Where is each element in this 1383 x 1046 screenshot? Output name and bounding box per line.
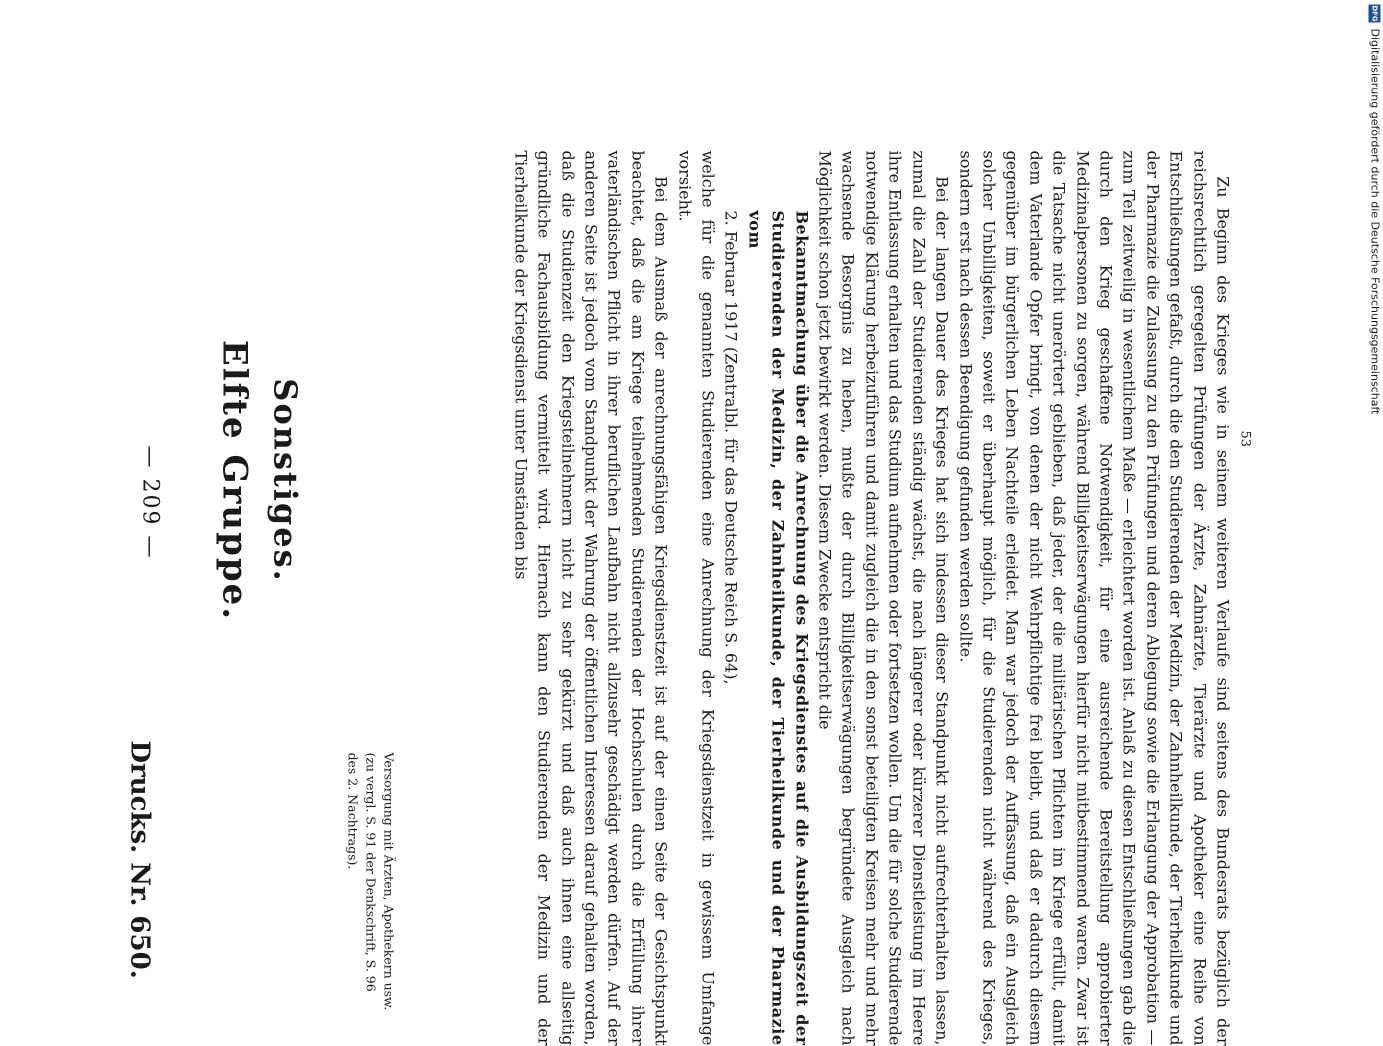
scanned-page bbox=[0, 1, 1383, 1046]
margin-note: Versorgung mit Ärzten, Apothekern usw. (zu vergl. S. 91 der Denkschrift, S. 96 des 2. Nachtrags). bbox=[345, 752, 397, 1011]
announcement-heading: Bekanntmachung über die Anrechnung des Kriegsdienstes auf die Ausbildungszeit der Studierenden der Medizin, der Zahnheilkunde, der Tierheilkunde und der Pharmazie vom bbox=[745, 210, 812, 1046]
digitization-note bbox=[1367, 1, 1383, 1005]
paragraph-3: welche für die genannten Studierenden eine Anrechnung der Kriegsdienstzeit in gewissem Umfange vorsieht. bbox=[675, 150, 718, 1046]
dfg-logo: DFG bbox=[1370, 5, 1379, 22]
paragraph-4: Bei dem Ausmaß der anrechnungsfähigen Kriegsdienstzeit ist auf der einen Seite der Gesichtspunkt beachtet, daß die am Kriege teilnehmenden Studierenden der Hochschulen durch die Erfüllung ihrer vaterländischen Pflicht in ihrer beruflichen Laufbahn nicht allzusehr geschädigt werden dürfen. Auf der anderen Seite ist jedoch vom Standpunkt der Wahrung der öffentlichen Interessen darauf gehalten worden, daß die Studienzeit den Kriegsteilnehmern nicht zu sehr gekürzt und daß auch ihnen eine allseitig gründliche Fachausbildung vermittelt wird. Hiernach kann den Studierenden der Medizin und der Tierheilkunde der Kriegsdienst unter Umständen bis bbox=[511, 150, 671, 1046]
announcement-date: 2. Februar 1917 (Zentralbl. für das Deutsche Reich S. 64), bbox=[721, 210, 741, 685]
body-text bbox=[343, 151, 1235, 1046]
footer-page-mark: 53 bbox=[1237, 430, 1253, 448]
digitization-text: Digitalisierung gefördert durch die Deutsche Forschungsgemeinschaft bbox=[1368, 28, 1382, 415]
paragraph-2: Bei der langen Dauer des Krieges hat sich indessen dieser Standpunkt nicht aufrechterhalten lassen, zumal die Zahl der Studierenden ständig wächst, die nach längerer oder kürzerer Dienstleistung im Heere ihre Entlassung erhalten und das Studium aufnehmen oder fortsetzen wollen. Um die für solche Studierende notwendige Klärung herbeizuführen und damit zugleich die in den sonst beteiligten Kreisen mehr und mehr wachsende Besorgnis zu heben, mußte der durch Billigkeitserwägungen begründete Ausgleich nach Möglichkeit schon jetzt bewirkt werden. Diesem Zwecke entspricht die bbox=[815, 150, 952, 1046]
page-number: — 209 — bbox=[137, 445, 163, 560]
paragraph-1: Zu Beginn des Krieges wie in seinem weiteren Verlaufe sind seitens des Bundesrats bezüglich der reichsrechtlich geregelten Prüfungen der Ärzte, Zahnärzte, Tierärzte und Apotheker eine Reihe von Entschließungen gefaßt, durch die den Studierenden der Medizin, der Zahnheilkunde, der Tierheilkunde und der Pharmazie die Zulassung zu den Prüfungen und deren Ablegung sowie die Erlangung der Approbation — zum Teil zeitweilig in wesentlichem Maße — erleichtert worden ist. Anlaß zu diesen Entschließungen gab die durch den Krieg geschaffene Notwendigkeit, für eine ausreichende Bereitstellung approbierter Medizinalpersonen zu sorgen, während Billigkeitserwägungen hierfür nicht mitbestimmend waren. Zwar ist die Tatsache nicht unerörtert geblieben, daß jeder, der die militärischen Pflichten im Kriege erfüllt, damit dem Vaterlande Opfer bringt, von denen der nicht Wehrpflichtige frei bleibt, und daß er dadurch diesem gegenüber im bürgerlichen Leben Nachteile erleidet. Man war jedoch der Auffassung, daß ein Ausgleich solcher Unbilligkeiten, soweit er überhaupt möglich, für die Studierenden nicht während des Krieges, sondern erst nach dessen Beendigung gefunden werden sollte. bbox=[956, 150, 1233, 1046]
section-title: Elfte Gruppe. bbox=[214, 339, 255, 622]
section-subtitle: Sonstiges. bbox=[266, 378, 305, 583]
drucksache-number: Drucks. Nr. 650. bbox=[124, 740, 155, 979]
